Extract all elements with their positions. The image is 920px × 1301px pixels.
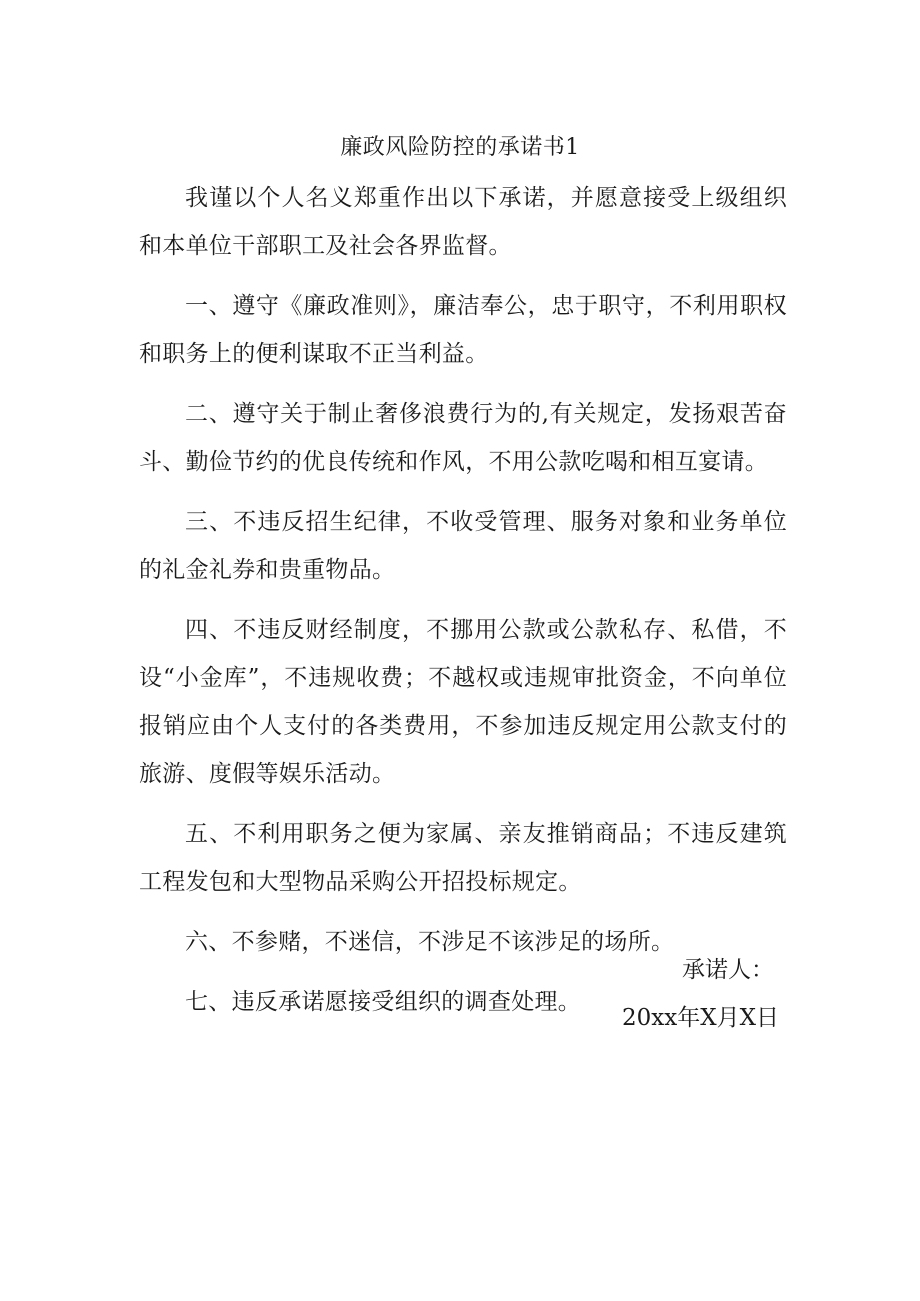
document-body <box>139 174 787 1038</box>
paragraph-item-3: 三、不违反招生纪律，不收受管理、服务对象和业务单位的礼金礼券和贵重物品。 <box>139 509 787 583</box>
paragraph-item-4: 四、不违反财经制度，不挪用公款或公款私存、私借，不设“小金库”，不违规收费；不越权或违规审批资金，不向单位报销应由个人支付的各类费用，不参加违反规定用公款支付的旅游、度假等娱乐活动。 <box>139 617 787 787</box>
signature-date: 20xx年X月X日 <box>622 1005 779 1031</box>
paragraph-item-2: 二、遵守关于制止奢侈浪费行为的,有关规定，发扬艰苦奋斗、勤俭节约的优良传统和作风，不用公款吃喝和相互宴请。 <box>139 401 787 475</box>
document-title: 廉政风险防控的承诺书1 <box>340 135 580 160</box>
paragraph-item-7: 七、违反承诺愿接受组织的调查处理。 <box>185 989 582 1015</box>
paragraph-intro: 我谨以个人名义郑重作出以下承诺，并愿意接受上级组织和本单位干部职工及社会各界监督。 <box>139 185 787 259</box>
paragraph-item-6: 六、不参赌，不迷信，不涉足不该涉足的场所。 <box>185 929 675 955</box>
signer-label: 承诺人： <box>682 957 774 983</box>
paragraph-item-5: 五、不利用职务之便为家属、亲友推销商品；不违反建筑工程发包和大型物品采购公开招投标规定。 <box>139 821 787 895</box>
paragraph-item-1: 一、遵守《廉政准则》，廉洁奉公，忠于职守，不利用职权和职务上的便利谋取不正当利益。 <box>139 293 787 367</box>
